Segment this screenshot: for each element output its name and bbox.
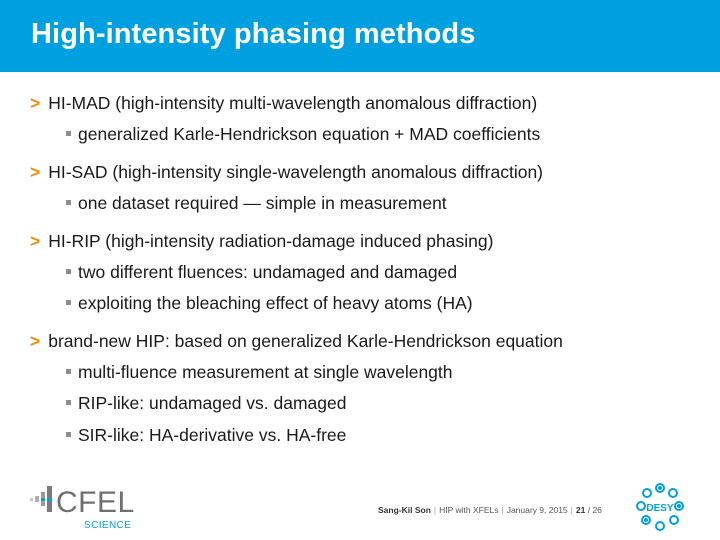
bullet-arrow-icon: >	[30, 162, 41, 182]
slide-title: High-intensity phasing methods	[31, 18, 476, 50]
bullet-hi-rip	[30, 231, 493, 252]
sub-bullet-text: generalized Karle-Hendrickson equation + MAD coefficients	[78, 124, 541, 144]
sub-bullet	[66, 193, 447, 214]
bullet-arrow-icon: >	[30, 93, 41, 113]
footer-author: Sang-Kil Son	[378, 505, 431, 515]
square-bullet-icon	[66, 269, 71, 274]
footer: Sang-Kil Son | HIP with XFELs | January 9, 2015 | 21 / 26	[378, 505, 602, 515]
bullet-text: HI-SAD (high-intensity single-wavelength anomalous diffraction)	[48, 162, 544, 182]
sub-bullet	[66, 262, 457, 283]
title-bar	[0, 0, 720, 72]
square-bullet-icon	[66, 131, 71, 136]
sub-bullet	[66, 362, 453, 383]
desy-logo	[634, 482, 686, 532]
bullet-hi-sad	[30, 162, 543, 183]
sub-bullet	[66, 124, 540, 145]
footer-talk: HIP with XFELs	[439, 505, 499, 515]
sub-bullet	[66, 393, 346, 414]
cfel-logo	[28, 478, 148, 532]
bullet-brand-new-hip	[30, 331, 563, 352]
sub-bullet	[66, 293, 473, 314]
sub-bullet-text: one dataset required — simple in measurement	[78, 193, 447, 213]
sub-bullet-text: exploiting the bleaching effect of heavy atoms (HA)	[78, 293, 473, 313]
square-bullet-icon	[66, 400, 71, 405]
bullet-text: brand-new HIP: based on generalized Karle-Hendrickson equation	[48, 331, 563, 351]
sub-bullet-text: RIP-like: undamaged vs. damaged	[78, 393, 347, 413]
footer-date: January 9, 2015	[506, 505, 568, 515]
square-bullet-icon	[66, 300, 71, 305]
bullet-hi-mad	[30, 93, 537, 114]
footer-page-total: / 26	[587, 505, 602, 515]
cfel-science-text: SCIENCE	[84, 520, 132, 531]
footer-page-number: 21	[575, 505, 586, 515]
sub-bullet	[66, 425, 346, 446]
bullet-arrow-icon: >	[30, 331, 41, 351]
square-bullet-icon	[66, 200, 71, 205]
sub-bullet-text: two different fluences: undamaged and damaged	[78, 262, 458, 282]
square-bullet-icon	[66, 432, 71, 437]
cfel-mark-icon	[30, 486, 52, 512]
bullet-text: HI-MAD (high-intensity multi-wavelength anomalous diffraction)	[48, 93, 538, 113]
desy-logo-text: DESY	[646, 503, 674, 514]
bullet-text: HI-RIP (high-intensity radiation-damage induced phasing)	[48, 231, 494, 251]
cfel-logo-text: CFEL	[56, 486, 135, 519]
bullet-arrow-icon: >	[30, 231, 41, 251]
square-bullet-icon	[66, 369, 71, 374]
sub-bullet-text: SIR-like: HA-derivative vs. HA-free	[78, 425, 347, 445]
sub-bullet-text: multi-fluence measurement at single wavelength	[78, 362, 453, 382]
